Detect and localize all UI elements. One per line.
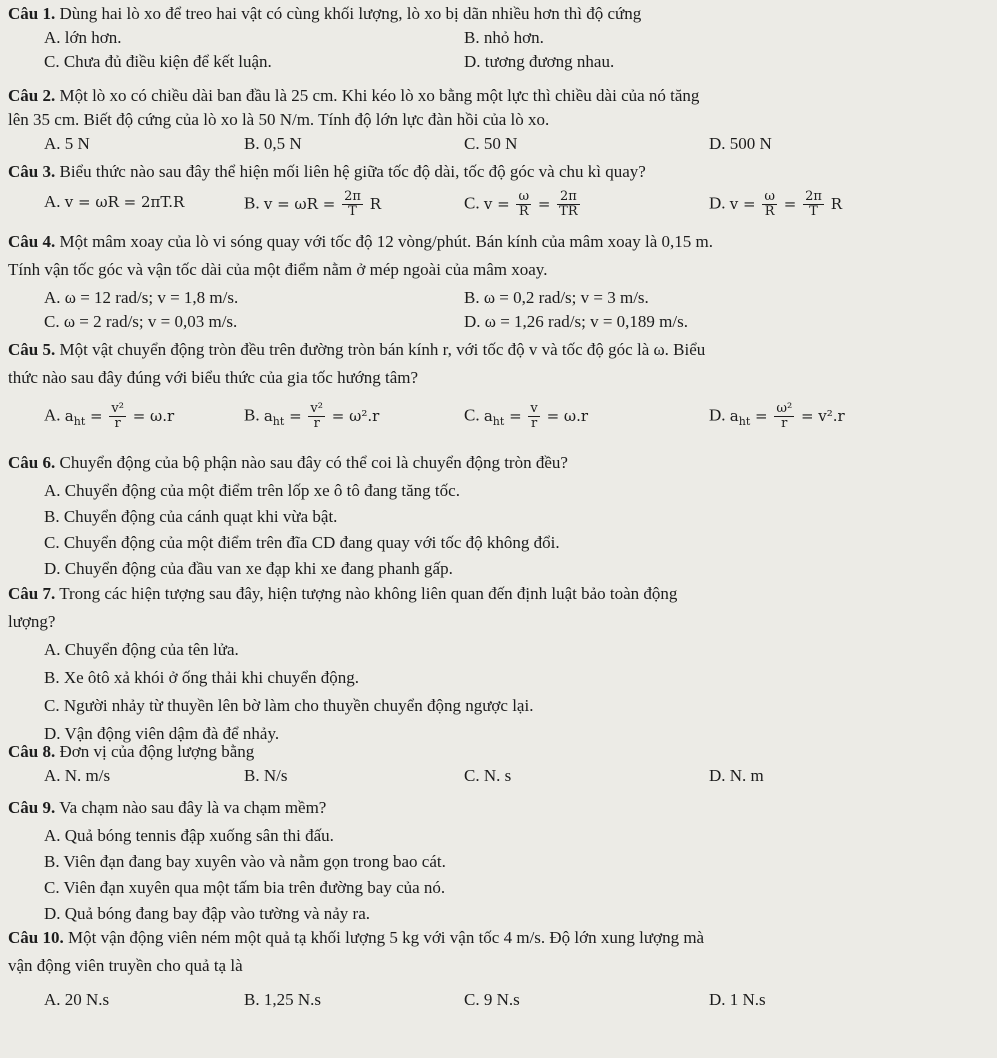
formula-symbol: a bbox=[64, 406, 74, 425]
formula-lhs: v = ωR = bbox=[263, 194, 336, 213]
denominator: r bbox=[313, 416, 320, 431]
options bbox=[8, 638, 978, 746]
option-b: B. ω = 0,2 rad/s; v = 3 m/s. bbox=[464, 288, 649, 307]
option-d: D. tương đương nhau. bbox=[464, 52, 615, 71]
options bbox=[8, 402, 978, 431]
denominator: R bbox=[518, 204, 529, 219]
option-b: B. N/s bbox=[244, 766, 288, 785]
option-letter: A. bbox=[44, 192, 61, 211]
formula-rhs: R bbox=[830, 194, 842, 213]
formula: $a_{ht}$ = $\frac{\text{v²}}{r}$ = ω².r bbox=[263, 401, 380, 431]
option-c: C. ω = 2 rad/s; v = 0,03 m/s. bbox=[44, 312, 238, 331]
question-label: Câu 4. bbox=[8, 232, 56, 251]
option-c: C. Người nhảy từ thuyền lên bờ làm cho thuyền chuyển động ngược lại. bbox=[44, 696, 534, 715]
question-text: Một vận động viên ném một quả tạ khối lượng 5 kg với vận tốc 4 m/s. Độ lớn xung lượng mà bbox=[67, 928, 705, 947]
fraction bbox=[803, 190, 824, 219]
option-b: B. nhỏ hơn. bbox=[464, 28, 544, 47]
formula-subscript: ht bbox=[73, 414, 86, 428]
option-d: D. Chuyển động của đầu van xe đạp khi xe đang phanh gấp. bbox=[44, 559, 453, 578]
option-c: C. Viên đạn xuyên qua một tấm bia trên đường bay của nó. bbox=[44, 878, 446, 897]
option-d: D. Vận động viên dậm đà để nhảy. bbox=[44, 724, 280, 743]
numerator: 2π bbox=[344, 189, 361, 204]
fraction bbox=[516, 190, 531, 219]
formula-subscript: ht bbox=[272, 414, 285, 428]
formula-subscript: ht bbox=[492, 414, 505, 428]
question-text-continued: thức nào sau đây đúng với biểu thức của gia tốc hướng tâm? bbox=[8, 368, 419, 387]
denominator: r bbox=[114, 416, 121, 431]
option-b bbox=[244, 190, 464, 219]
formula-rhs: = ω.r bbox=[546, 406, 589, 425]
question-label: Câu 2. bbox=[8, 86, 56, 105]
option-d: D. 1 N.s bbox=[709, 990, 766, 1009]
question-label: Câu 5. bbox=[8, 340, 56, 359]
question-text: Một mâm xoay của lò vi sóng quay với tốc độ 12 vòng/phút. Bán kính của mâm xoay là 0,15 m. bbox=[59, 232, 713, 251]
formula: $a_{ht}$ = $\frac{\text{ω²}}{r}$ = v².r bbox=[729, 401, 845, 431]
numerator: v bbox=[530, 401, 538, 416]
formula: $a_{ht}$ = $\frac{\text{v²}}{r}$ = ω.r bbox=[64, 401, 175, 431]
formula-rhs: = ω².r bbox=[331, 406, 380, 425]
option-d bbox=[709, 190, 909, 219]
numerator: ω bbox=[518, 189, 530, 204]
option-a: A. Chuyển động của tên lửa. bbox=[44, 640, 239, 659]
question-text-continued: Tính vận tốc góc và vận tốc dài của một điểm nằm ở mép ngoài của mâm xoay. bbox=[8, 260, 548, 279]
option-d: D. 500 N bbox=[709, 134, 772, 153]
option-b: B. Viên đạn đang bay xuyên vào và nằm gọn trong bao cát. bbox=[44, 852, 446, 871]
option-a: A. Chuyển động của một điểm trên lốp xe ô tô đang tăng tốc. bbox=[44, 481, 460, 500]
question-label: Câu 10. bbox=[8, 928, 64, 947]
option-d: D. Quả bóng đang bay đập vào tường và nảy ra. bbox=[44, 904, 371, 923]
option-letter: C. bbox=[464, 405, 480, 425]
question-text: Một vật chuyển động tròn đều trên đường tròn bán kính r, với tốc độ v và tốc độ góc là ω. Biểu bbox=[59, 340, 706, 359]
option-d bbox=[709, 402, 909, 431]
option-a: A. 5 N bbox=[44, 134, 90, 153]
option-d: D. N. m bbox=[709, 766, 764, 785]
formula: v = ωR = 2πT.R bbox=[64, 193, 185, 211]
option-b: B. Xe ôtô xả khói ở ống thải khi chuyển động. bbox=[44, 668, 359, 687]
formula-lhs: v = bbox=[729, 194, 756, 213]
question-text-continued: lên 35 cm. Biết độ cứng của lò xo là 50 N/m. Tính độ lớn lực đàn hồi của lò xo. bbox=[8, 110, 550, 129]
option-a: A. ω = 12 rad/s; v = 1,8 m/s. bbox=[44, 288, 239, 307]
formula-rhs: R bbox=[369, 194, 381, 213]
option-letter: D. bbox=[709, 405, 726, 425]
option-c: C. Chưa đủ điều kiện để kết luận. bbox=[44, 52, 272, 71]
numerator: v² bbox=[111, 401, 124, 416]
question-text-continued: vận động viên truyền cho quả tạ là bbox=[8, 956, 243, 975]
option-b: B. Chuyển động của cánh quạt khi vừa bật. bbox=[44, 507, 338, 526]
question-text: Trong các hiện tượng sau đây, hiện tượng nào không liên quan đến định luật bảo toàn động bbox=[59, 584, 678, 603]
formula-lhs: v = bbox=[483, 194, 510, 213]
formula-symbol: a bbox=[483, 406, 493, 425]
question-10 bbox=[8, 926, 978, 1012]
fraction bbox=[308, 402, 325, 431]
question-4 bbox=[8, 230, 978, 334]
fraction bbox=[557, 190, 579, 219]
option-a: A. 20 N.s bbox=[44, 990, 110, 1009]
options bbox=[8, 26, 978, 74]
option-letter: B. bbox=[244, 405, 260, 425]
option-a: A. N. m/s bbox=[44, 766, 111, 785]
option-a bbox=[44, 402, 244, 431]
option-a: A. Quả bóng tennis đập xuống sân thi đấu. bbox=[44, 826, 334, 845]
formula-subscript: ht bbox=[738, 414, 751, 428]
options bbox=[8, 824, 978, 926]
question-5 bbox=[8, 338, 978, 431]
options bbox=[8, 988, 978, 1012]
formula-symbol: a bbox=[729, 406, 739, 425]
question-label: Câu 7. bbox=[8, 584, 56, 603]
options bbox=[8, 286, 978, 334]
fraction bbox=[109, 402, 126, 431]
option-c: C. Chuyển động của một điểm trên đĩa CD đang quay với tốc độ không đổi. bbox=[44, 533, 560, 552]
option-c bbox=[464, 190, 709, 219]
question-text: Đơn vị của động lượng bằng bbox=[59, 742, 255, 761]
question-2 bbox=[8, 84, 978, 156]
options bbox=[8, 764, 978, 788]
question-text: Biểu thức nào sau đây thể hiện mối liên hệ giữa tốc độ dài, tốc độ góc và chu kì quay? bbox=[59, 162, 646, 181]
option-c: C. 9 N.s bbox=[464, 990, 520, 1009]
question-label: Câu 3. bbox=[8, 162, 56, 181]
option-b: B. 0,5 N bbox=[244, 134, 302, 153]
numerator: 2π bbox=[805, 189, 822, 204]
fraction bbox=[762, 190, 777, 219]
formula-symbol: a bbox=[263, 406, 273, 425]
question-label: Câu 6. bbox=[8, 453, 56, 472]
numerator: ω bbox=[764, 189, 775, 204]
question-label: Câu 8. bbox=[8, 742, 56, 761]
question-text: Va chạm nào sau đây là va chạm mềm? bbox=[59, 798, 327, 817]
fraction bbox=[528, 402, 539, 431]
denominator: T bbox=[809, 204, 818, 219]
option-b: B. 1,25 N.s bbox=[244, 990, 321, 1009]
numerator: 2π bbox=[557, 190, 579, 205]
numerator: v² bbox=[310, 401, 323, 416]
option-letter: D. bbox=[709, 193, 726, 213]
formula: $a_{ht}$ = $\frac{v}{r}$ = ω.r bbox=[483, 401, 589, 431]
option-c: C. 50 N bbox=[464, 134, 518, 153]
option-a: A. lớn hơn. bbox=[44, 28, 122, 47]
option-a bbox=[44, 190, 244, 219]
question-text: Dùng hai lò xo để treo hai vật có cùng khối lượng, lò xo bị dãn nhiều hơn thì độ cứng bbox=[59, 4, 642, 23]
question-3 bbox=[8, 160, 978, 219]
denominator: r bbox=[530, 416, 538, 431]
question-label: Câu 9. bbox=[8, 798, 56, 817]
formula-rhs: = v².r bbox=[800, 406, 845, 425]
option-letter: B. bbox=[244, 193, 260, 213]
question-7 bbox=[8, 582, 978, 746]
option-c bbox=[464, 402, 709, 431]
option-d: D. ω = 1,26 rad/s; v = 0,189 m/s. bbox=[464, 312, 688, 331]
question-8 bbox=[8, 740, 978, 788]
formula bbox=[263, 189, 381, 219]
fraction bbox=[774, 402, 794, 431]
denominator: R bbox=[764, 204, 775, 219]
options bbox=[8, 190, 978, 219]
formula: v = $\frac{\omega}{R}$ = $\frac{2\pi}{T}$ R bbox=[729, 189, 842, 219]
denominator: r bbox=[781, 416, 788, 431]
option-b bbox=[244, 402, 464, 431]
numerator: ω² bbox=[776, 401, 793, 416]
options bbox=[8, 132, 978, 156]
option-letter: A. bbox=[44, 405, 61, 425]
question-9 bbox=[8, 796, 978, 926]
question-text: Chuyển động của bộ phận nào sau đây có thể coi là chuyển động tròn đều? bbox=[59, 453, 568, 472]
options bbox=[8, 479, 978, 581]
denominator: T bbox=[348, 204, 357, 219]
denominator: TR bbox=[559, 204, 578, 219]
question-label: Câu 1. bbox=[8, 4, 56, 23]
option-letter: C. bbox=[464, 193, 480, 213]
formula-rhs: = ω.r bbox=[132, 406, 175, 425]
fraction bbox=[342, 190, 363, 219]
question-6 bbox=[8, 451, 978, 581]
question-text: Một lò xo có chiều dài ban đầu là 25 cm. Khi kéo lò xo bằng một lực thì chiều dài của nó tăng bbox=[59, 86, 700, 105]
question-text-continued: lượng? bbox=[8, 612, 56, 631]
formula: v = $\frac{\omega}{R}$ = $\frac{2\pi}{TR}$ bbox=[483, 189, 578, 219]
option-c: C. N. s bbox=[464, 766, 512, 785]
question-1 bbox=[8, 2, 978, 74]
